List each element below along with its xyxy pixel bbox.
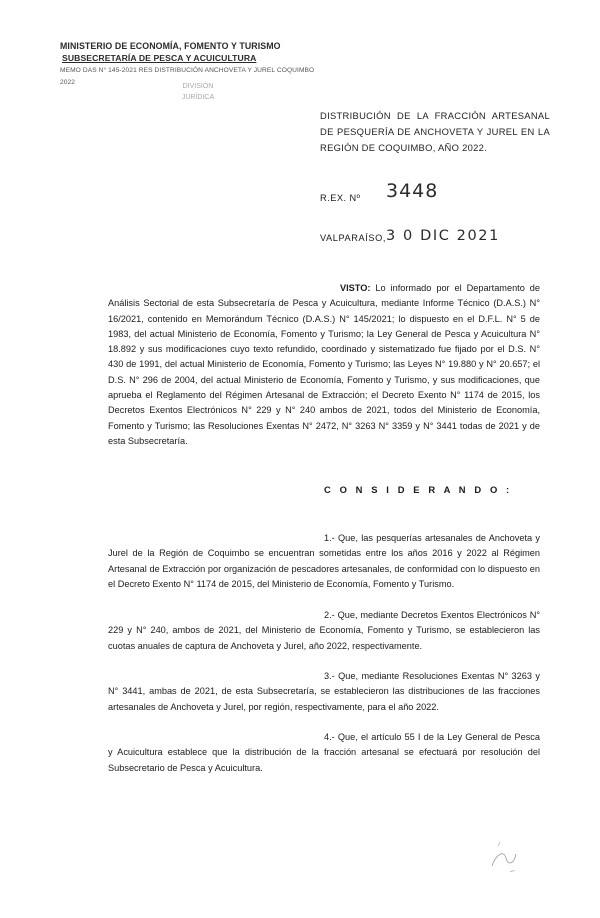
place-date-row [320, 228, 550, 250]
considerando-item-3: 3.- Que, mediante Resoluciones Exentas N° 3263 y N° 3441, ambas de 2021, de esta Subsecretaría, se establecieron las distribuciones de las fracciones artesanales de Anchoveta y Jurel, por región, respectivamente, para el año 2022. [108, 671, 540, 712]
ministry-name: MINISTERIO DE ECONOMÍA, FOMENTO Y TURISMO [60, 41, 281, 51]
visto-text: Lo informado por el Departamento de Análisis Sectorial de esta Subsecretaría de Pesca y Acuicultura, mediante Informe Técnico (D.A.S.) N° 16/2021, contenido en Memorándum Técnico (D.A.S.) N° 145/2021; lo dispuesto en el D.F.L. N° 5 de 1983, del actual Ministerio de Economía, Fomento y Turismo; la Ley General de Pesca y Acuicultura N° 18.892 y sus modificaciones cuyo texto refundido, coordinado y sistematizado fue fijado por el D.S. N° 430 de 1991, del actual Ministerio de Economía, Fomento y Turismo; las Leyes N° 19.880 y N° 20.657; el D.S. N° 296 de 2004, del actual Ministerio de Economía, Fomento y Turismo, y sus modificaciones, que aprueba el Reglamento del Régimen Artesanal de Extracción; el Decreto Exento N° 1174 de 2015, los Decretos Exentos Electrónicos N° 229 y N° 240 ambos de 2021, todos del Ministerio de Economía, Fomento y Turismo; las Resoluciones Exentas N° 2472, N° 3263 N° 3359 y N° 3441 todas de 2021 y de esta Subsecretaría. [108, 283, 540, 446]
initials-mark [484, 836, 524, 880]
document-title: DISTRIBUCIÓN DE LA FRACCIÓN ARTESANAL DE PESQUERÍA DE ANCHOVETA Y JUREL EN LA REGIÓN DE COQUIMBO, AÑO 2022. [320, 110, 550, 153]
stamp-line-2: JURÍDICA [181, 94, 215, 101]
considerando-item-1: 1.- Que, las pesquerías artesanales de Anchoveta y Jurel de la Región de Coquimbo se encuentran sometidas entre los años 2016 y 2022 al Régimen Artesanal de Extracción por organización de pescadores artesanales, de conformidad con lo dispuesto en el Decreto Exento N° 1174 de 2015, del Ministerio de Economía, Fomento y Turismo. [108, 533, 540, 589]
considerando-item-4: 4.- Que, el artículo 55 I de la Ley General de Pesca y Acuicultura establece que la distribución de la fracción artesanal se efectuará por resolución del Subsecretario de Pesca y Acuicultura. [108, 732, 540, 773]
place-label: VALPARAÍSO, [320, 233, 386, 243]
visto-heading: VISTO: [340, 283, 371, 293]
legal-division-stamp [160, 81, 236, 119]
memo-reference: MEMO DAS N° 145-2021 RES DISTRIBUCIÓN ANCHOVETA Y JUREL COQUIMBO 2022 [60, 67, 315, 86]
stamp-line-1: DIVISIÓN [182, 83, 214, 90]
resolution-number-row [320, 180, 550, 210]
resolution-label: R.EX. Nº [320, 193, 361, 203]
subsecretariat-name: SUBSECRETARÍA DE PESCA Y ACUICULTURA [62, 53, 257, 63]
date-stamp: 3 0 DIC 2021 [386, 228, 500, 244]
visto-paragraph [108, 281, 540, 449]
resolution-number: 3448 [386, 180, 439, 202]
considerando-item-2: 2.- Que, mediante Decretos Exentos Electrónicos N° 229 y N° 240, ambos de 2021, del Ministerio de Economía, Fomento y Turismo, se establecieron las cuotas anuales de captura de Anchoveta y Jurel, año 2022, respectivamente. [108, 610, 540, 651]
considerando-heading: C O N S I D E R A N D O : [324, 484, 513, 495]
